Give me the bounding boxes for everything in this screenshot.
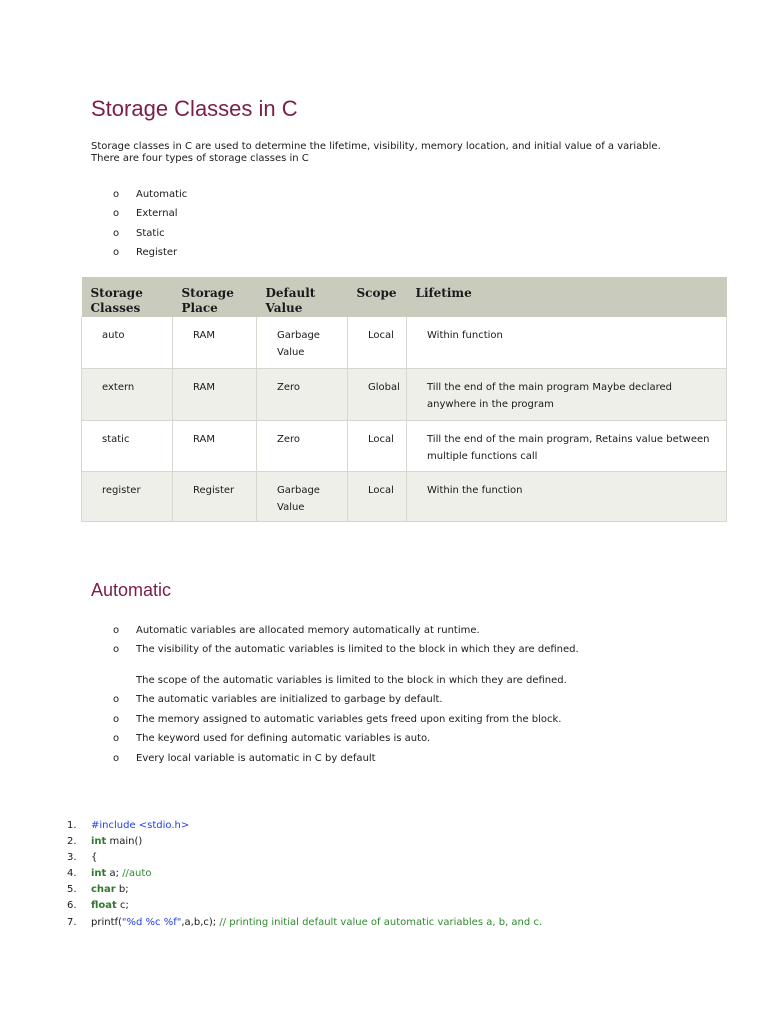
cell-place: RAM — [173, 420, 257, 472]
table-row — [82, 369, 727, 421]
table-header-row — [82, 277, 727, 317]
code-line: { — [91, 852, 98, 863]
bullet-icon: o — [113, 694, 120, 705]
cell-default: Garbage Value — [257, 472, 348, 522]
list-item-text: External — [136, 208, 178, 219]
bullet-icon: o — [113, 714, 120, 725]
cell-scope: Global — [348, 369, 407, 421]
cell-class: static — [82, 420, 173, 472]
cell-lifetime: Within the function — [407, 472, 727, 522]
cell-default: Zero — [257, 420, 348, 472]
code-line: char b; — [91, 884, 129, 895]
bullet-icon: o — [113, 625, 120, 636]
list-item-text: Every local variable is automatic in C by default — [136, 753, 376, 764]
cell-place: RAM — [173, 317, 257, 369]
cell-scope: Local — [348, 420, 407, 472]
line-number: 2. — [67, 836, 77, 847]
list-item-text: Automatic — [136, 189, 188, 200]
intro-line-2: There are four types of storage classes in C — [91, 153, 309, 164]
bullet-icon: o — [113, 733, 120, 744]
bullet-icon: o — [113, 228, 120, 239]
bullet-icon: o — [113, 753, 120, 764]
line-number: 6. — [67, 900, 77, 911]
cell-class: extern — [82, 369, 173, 421]
table-row — [82, 420, 727, 472]
cell-default: Garbage Value — [257, 317, 348, 369]
page-title: Storage Classes in C — [91, 96, 298, 121]
cell-default: Zero — [257, 369, 348, 421]
table-row — [82, 472, 727, 522]
code-line: int main() — [91, 836, 143, 847]
line-number: 7. — [67, 917, 77, 928]
bullet-icon: o — [113, 644, 120, 655]
header-lifetime: Lifetime — [407, 277, 727, 317]
code-line: printf("%d %c %f",a,b,c); // printing initial default value of automatic variables a, b, and c. — [91, 917, 543, 928]
line-number: 4. — [67, 868, 77, 879]
cell-lifetime: Till the end of the main program Maybe declared anywhere in the program — [407, 369, 727, 421]
list-item-text: Automatic variables are allocated memory automatically at runtime. — [136, 625, 480, 636]
header-storage-classes: Storage Classes — [82, 277, 173, 317]
header-default-value: Default Value — [257, 277, 348, 317]
code-line: float c; — [91, 900, 129, 911]
list-item-text: The memory assigned to automatic variables gets freed upon exiting from the block. — [136, 714, 562, 725]
cell-class: auto — [82, 317, 173, 369]
intro-line-1: Storage classes in C are used to determine the lifetime, visibility, memory location, and initial value of a variable. — [91, 141, 661, 152]
line-number: 5. — [67, 884, 77, 895]
scope-note: The scope of the automatic variables is limited to the block in which they are defined. — [136, 675, 567, 686]
header-scope: Scope — [348, 277, 407, 317]
list-item-text: Static — [136, 228, 165, 239]
line-number: 1. — [67, 820, 77, 831]
list-item-text: The automatic variables are initialized to garbage by default. — [136, 694, 443, 705]
cell-lifetime: Within function — [407, 317, 727, 369]
section-heading-automatic: Automatic — [91, 580, 172, 600]
table-row — [82, 317, 727, 369]
cell-place: RAM — [173, 369, 257, 421]
bullet-icon: o — [113, 247, 120, 258]
list-item-text: The keyword used for defining automatic variables is auto. — [136, 733, 431, 744]
bullet-icon: o — [113, 189, 120, 200]
cell-class: register — [82, 472, 173, 522]
line-number: 3. — [67, 852, 77, 863]
list-item-text: The visibility of the automatic variables is limited to the block in which they are defined. — [136, 644, 579, 655]
cell-lifetime: Till the end of the main program, Retains value between multiple functions call — [407, 420, 727, 472]
list-item-text: Register — [136, 247, 178, 258]
cell-scope: Local — [348, 317, 407, 369]
storage-classes-table — [81, 277, 727, 522]
bullet-icon: o — [113, 208, 120, 219]
cell-scope: Local — [348, 472, 407, 522]
code-line: int a; //auto — [91, 868, 152, 879]
code-line: #include <stdio.h> — [91, 820, 190, 831]
header-storage-place: Storage Place — [173, 277, 257, 317]
cell-place: Register — [173, 472, 257, 522]
